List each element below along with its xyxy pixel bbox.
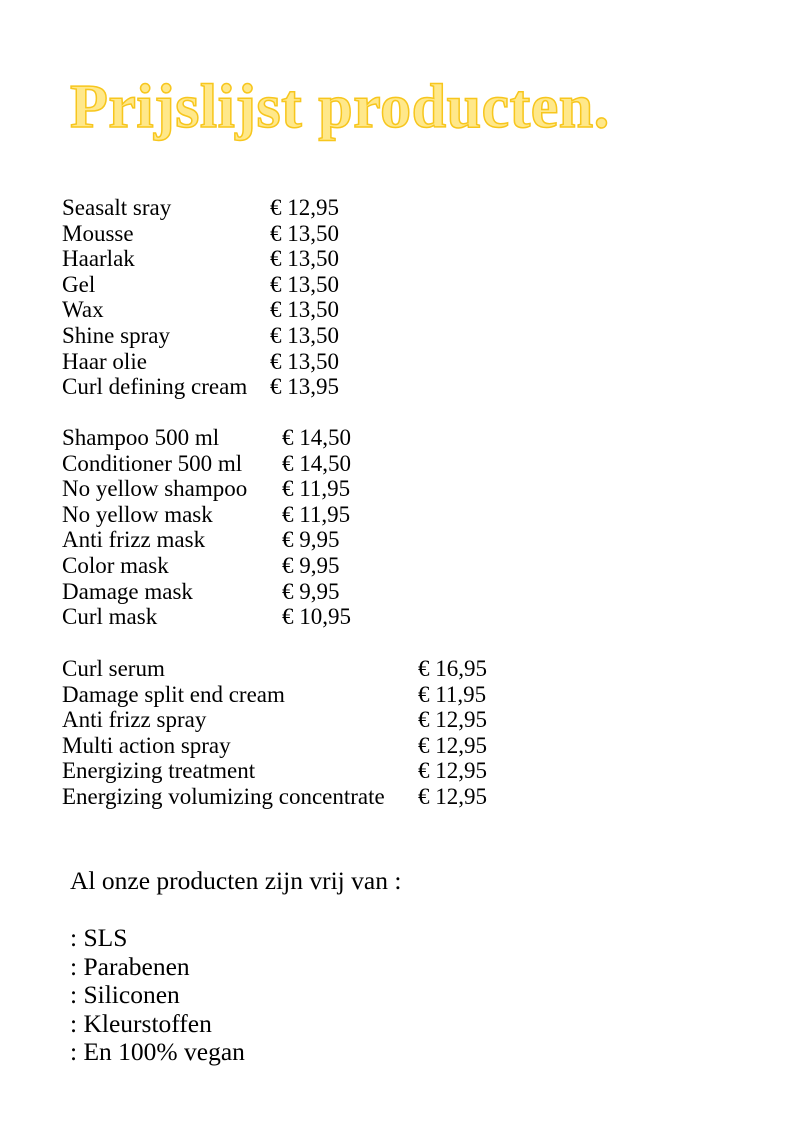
product-name: Haar olie: [62, 348, 147, 374]
product-price: € 12,95: [418, 783, 487, 809]
product-group-care: [62, 425, 351, 630]
product-name: Anti frizz spray: [62, 707, 207, 733]
product-price: € 12,95: [418, 758, 487, 784]
free-from-item: : Parabenen: [70, 951, 190, 981]
product-name: Multi action spray: [62, 732, 231, 758]
free-from-item: : Siliconen: [70, 980, 180, 1010]
product-price: € 9,95: [282, 552, 340, 578]
product-row: [62, 271, 339, 298]
product-price: € 12,95: [270, 195, 339, 220]
product-row: [62, 450, 351, 477]
product-name: Damage mask: [62, 578, 193, 604]
free-from-heading: Al onze producten zijn vrij van :: [70, 866, 402, 895]
product-row: [62, 297, 339, 323]
product-price: € 14,50: [282, 450, 351, 476]
product-price: € 10,95: [282, 604, 351, 630]
free-from-list: [70, 924, 245, 1067]
product-price: € 13,50: [270, 246, 339, 272]
product-row: [62, 604, 351, 630]
product-price: € 12,95: [418, 707, 487, 733]
product-price: € 13,50: [270, 348, 339, 374]
product-name: Curl defining cream: [62, 374, 248, 400]
product-name: Mousse: [62, 220, 134, 246]
product-row: [62, 758, 487, 784]
product-name: Curl serum: [62, 656, 165, 681]
product-row: [62, 552, 340, 579]
product-price: € 11,95: [282, 476, 351, 502]
product-price: € 12,95: [418, 732, 487, 758]
product-name: Color mask: [62, 552, 169, 578]
product-row: [62, 501, 351, 528]
product-row: [62, 527, 340, 553]
product-name: Anti frizz mask: [62, 527, 206, 553]
product-name: Shampoo 500 ml: [62, 425, 220, 450]
product-row: [62, 578, 340, 605]
product-price: € 13,50: [270, 220, 339, 246]
product-price: € 11,95: [418, 681, 487, 707]
product-price: € 14,50: [282, 425, 351, 450]
product-name: No yellow shampoo: [62, 476, 248, 502]
free-from-item: : Kleurstoffen: [70, 1008, 212, 1038]
product-row: [62, 348, 339, 375]
product-name: Gel: [62, 271, 96, 297]
product-row: [62, 425, 351, 451]
product-group-treatments: [62, 656, 487, 810]
product-name: Shine spray: [62, 322, 170, 348]
product-price: € 9,95: [282, 578, 340, 604]
product-row: [62, 732, 487, 759]
product-price: € 13,50: [270, 271, 339, 297]
product-row: [62, 220, 339, 247]
product-row: [62, 707, 487, 733]
product-row: [62, 656, 487, 682]
product-group-styling: [62, 195, 339, 400]
product-name: No yellow mask: [62, 501, 213, 527]
product-row: [62, 374, 339, 400]
product-price: € 9,95: [282, 527, 340, 553]
product-price: € 16,95: [418, 656, 487, 681]
product-price: € 13,95: [270, 374, 339, 400]
product-name: Conditioner 500 ml: [62, 450, 243, 476]
product-name: Energizing volumizing concentrate: [62, 783, 385, 809]
product-name: Seasalt sray: [62, 195, 172, 220]
product-row: [62, 322, 339, 349]
product-name: Damage split end cream: [62, 681, 285, 707]
product-price: € 11,95: [282, 501, 351, 527]
product-row: [62, 195, 339, 221]
product-name: Curl mask: [62, 604, 158, 630]
free-from-item: : SLS: [70, 923, 128, 952]
product-row: [62, 783, 487, 810]
product-row: [62, 476, 351, 502]
free-from-item: : En 100% vegan: [70, 1037, 245, 1067]
product-name: Wax: [62, 297, 104, 323]
product-price: € 13,50: [270, 322, 339, 348]
product-row: [62, 246, 339, 272]
product-price: € 13,50: [270, 297, 339, 323]
product-name: Haarlak: [62, 246, 135, 272]
product-row: [62, 681, 487, 708]
product-name: Energizing treatment: [62, 758, 256, 784]
page-title: Prijslijst producten.: [70, 73, 610, 141]
